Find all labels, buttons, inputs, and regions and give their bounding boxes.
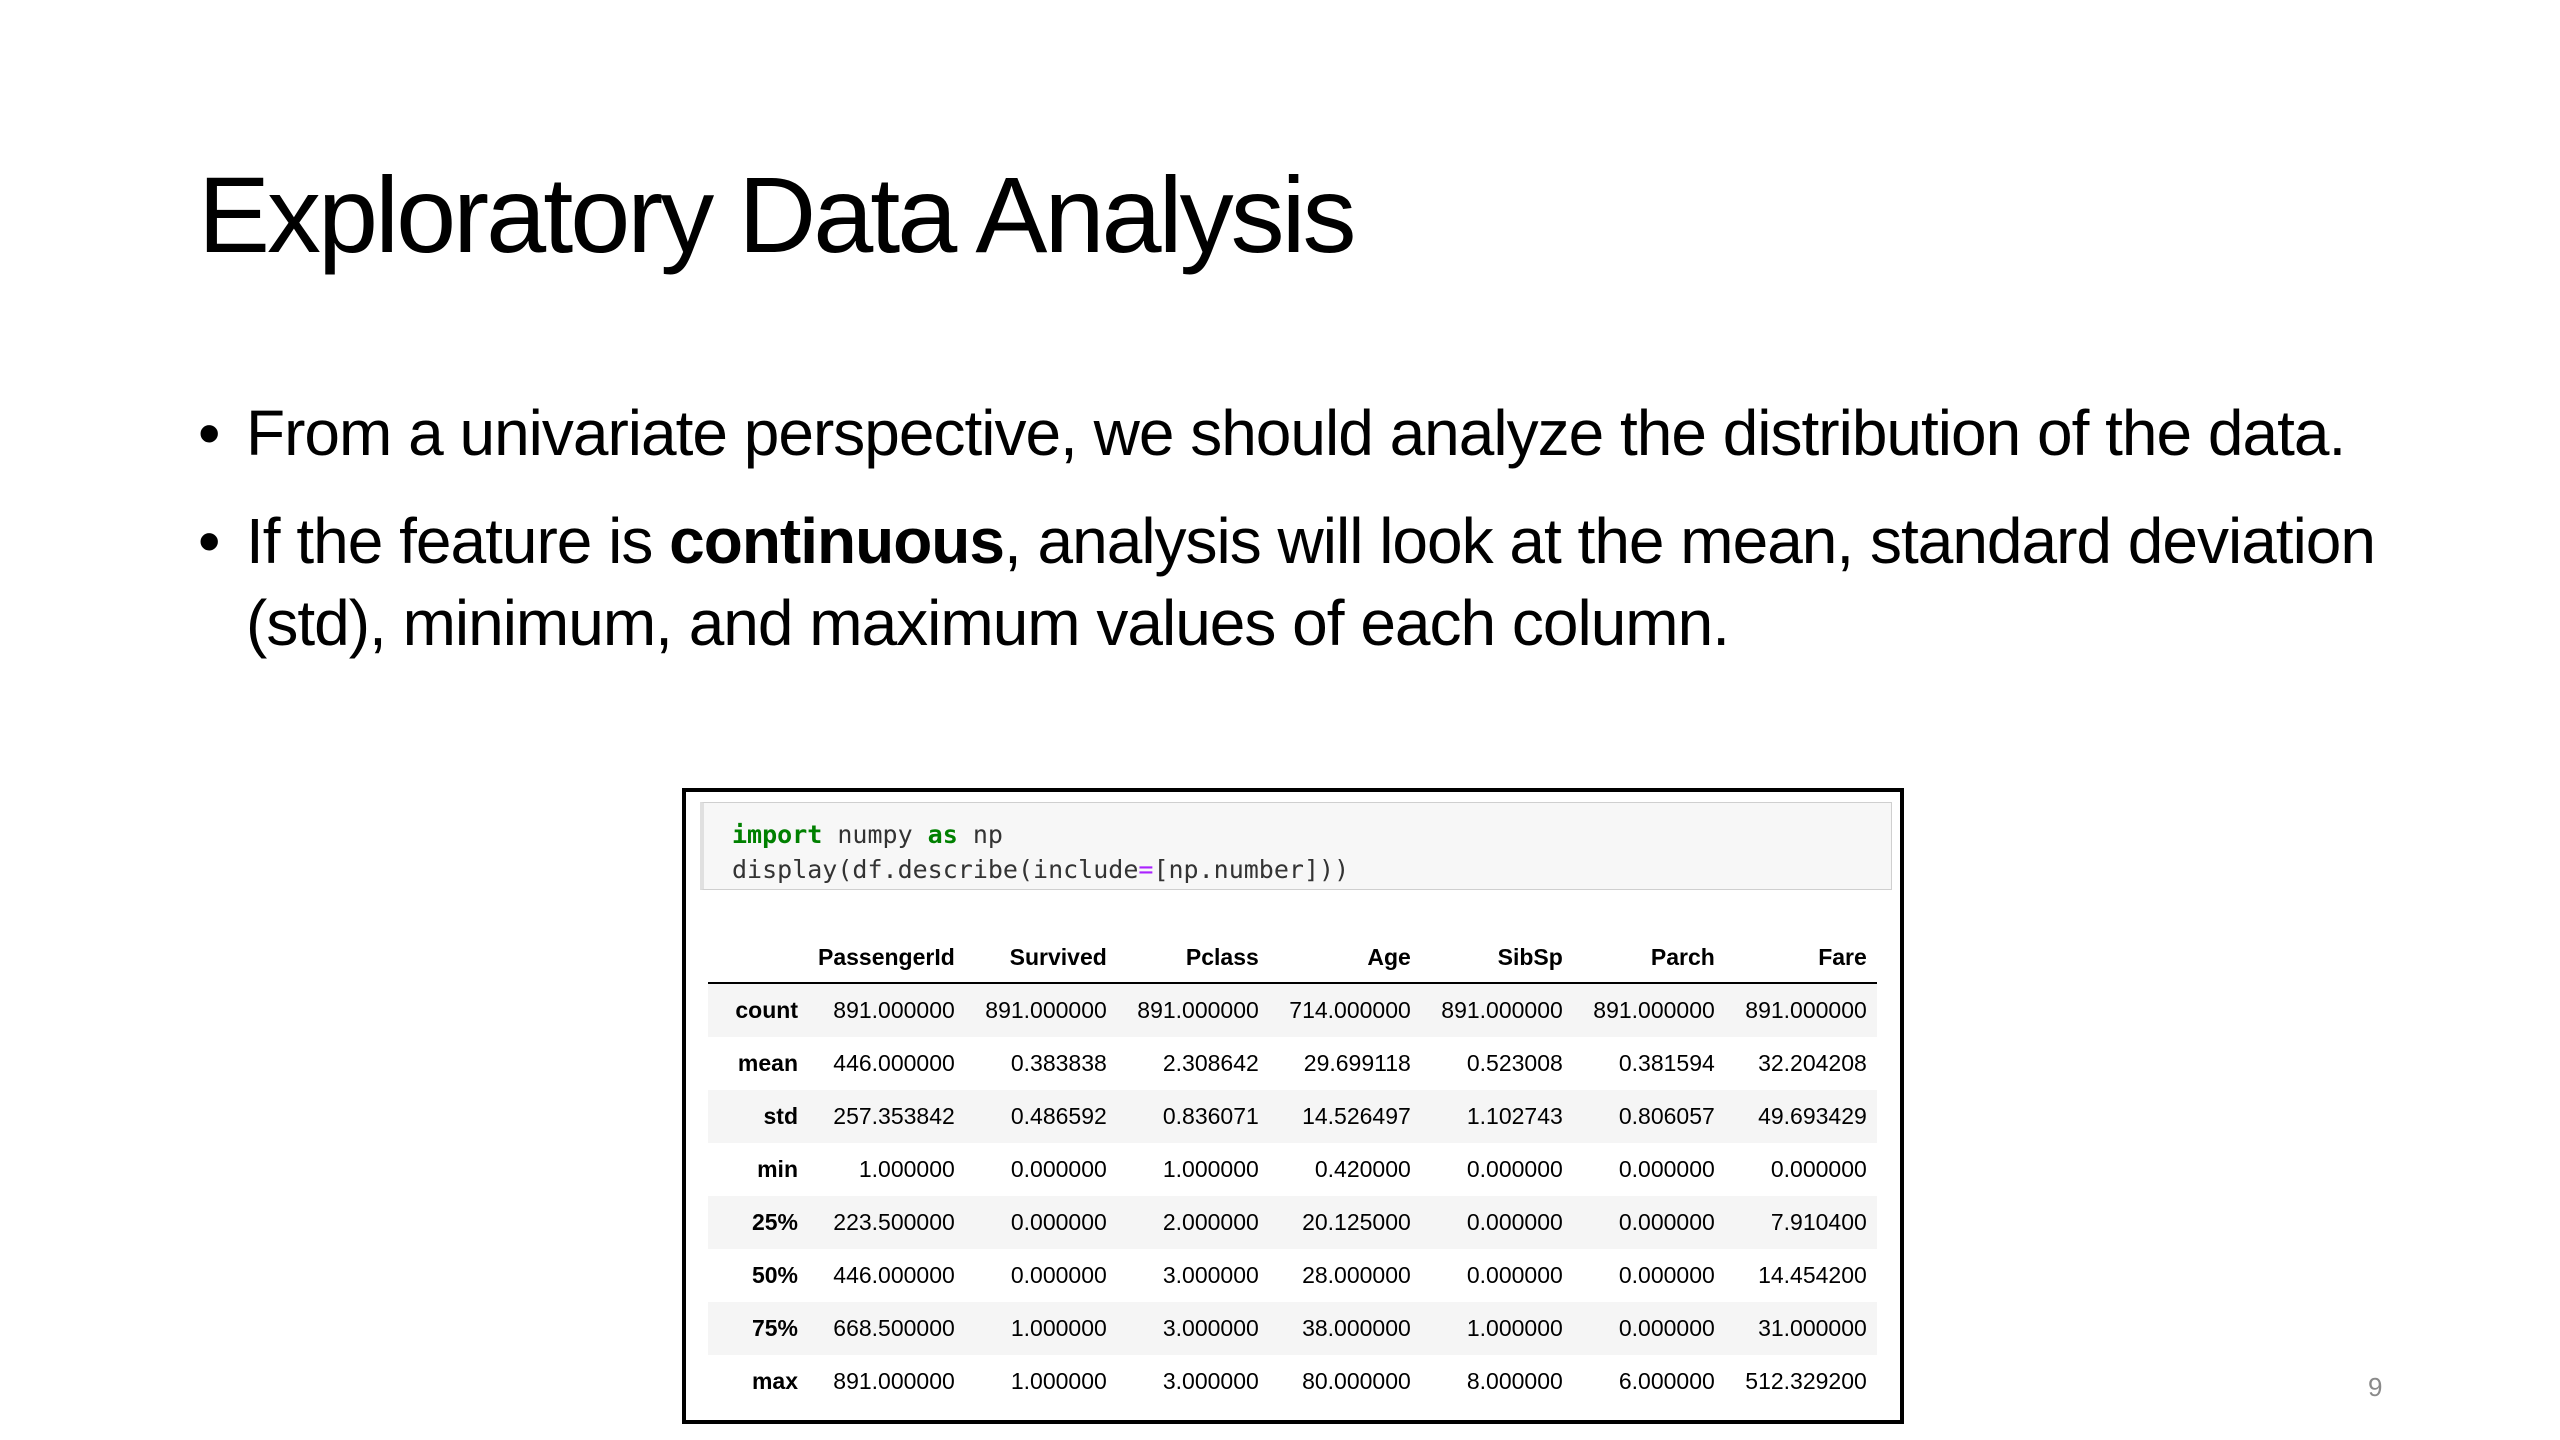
table-cell: 29.699118 [1303,1050,1411,1076]
bullet-item-2 [198,500,2398,664]
table-cell: 14.526497 [1302,1103,1411,1129]
table-cell: 891.000000 [833,997,955,1023]
table-cell: 2.000000 [1162,1209,1259,1235]
code-cell [700,802,1892,890]
table-cell: 49.693429 [1758,1103,1867,1129]
table-cell: 0.381594 [1618,1050,1715,1076]
table-cell: 0.000000 [1618,1315,1715,1341]
page-number: 9 [2368,1372,2383,1402]
row-label: 50% [751,1262,798,1288]
table-cell: 0.806057 [1618,1103,1715,1129]
slide-title: Exploratory Data Analysis [198,154,1354,275]
bullet-text-2-bold: continuous [669,505,1004,577]
bullet-list [198,392,2398,690]
bullet-item-1 [198,392,2398,474]
table-cell: 38.000000 [1302,1315,1411,1341]
table-cell: 257.353842 [833,1103,955,1129]
bullet-dot: • [198,397,220,469]
column-header: Parch [1573,932,1725,983]
row-label: 25% [751,1209,798,1235]
table-cell: 512.329200 [1745,1368,1867,1394]
column-header: PassengerId [808,932,965,983]
table-cell: 0.420000 [1314,1156,1411,1182]
describe-table [708,932,1877,1408]
table-row [708,1143,1877,1196]
column-header: Survived [965,932,1117,983]
row-label: 75% [751,1315,798,1341]
row-label: max [751,1368,798,1394]
table-cell: 1.000000 [1466,1315,1563,1341]
table-cell: 0.000000 [1010,1156,1107,1182]
table-row [708,1196,1877,1249]
table-cell: 28.000000 [1302,1262,1411,1288]
table-cell: 446.000000 [833,1050,955,1076]
table-cell: 0.000000 [1770,1156,1867,1182]
table-cell: 0.383838 [1010,1050,1107,1076]
table-cell: 0.000000 [1618,1209,1715,1235]
column-header: SibSp [1421,932,1573,983]
column-header: Age [1269,932,1421,983]
column-header: Pclass [1117,932,1269,983]
table-cell: 0.000000 [1466,1209,1563,1235]
column-header: Fare [1725,932,1877,983]
table-cell: 891.000000 [985,997,1107,1023]
table-cell: 1.000000 [1010,1315,1107,1341]
table-cell: 20.125000 [1302,1209,1411,1235]
table-cell: 3.000000 [1162,1315,1259,1341]
table-cell: 1.000000 [1010,1368,1107,1394]
table-cell: 891.000000 [1745,997,1867,1023]
table-cell: 0.486592 [1010,1103,1107,1129]
notebook-screenshot [682,788,1904,1424]
table-cell: 714.000000 [1289,997,1411,1023]
table-cell: 223.500000 [833,1209,955,1235]
table-cell: 14.454200 [1758,1262,1867,1288]
row-label: count [735,997,798,1023]
table-cell: 1.102743 [1466,1103,1563,1129]
table-cell: 0.000000 [1010,1262,1107,1288]
table-row [708,1302,1877,1355]
code-line-2: display(df.describe(include=[np.number])) [732,855,1350,884]
table-cell: 891.000000 [1137,997,1259,1023]
column-header [708,932,808,983]
row-label: std [763,1103,798,1129]
table-row [708,983,1877,1037]
table-row [708,1249,1877,1302]
table-cell: 0.000000 [1466,1156,1563,1182]
bullet-text-2-before: If the feature is [246,505,670,577]
table-cell: 1.000000 [858,1156,955,1182]
row-label: min [757,1156,798,1182]
table-row [708,1090,1877,1143]
bullet-text-1: From a univariate perspective, we should analyze the distribution of the data. [246,397,2346,469]
table-cell: 0.523008 [1466,1050,1563,1076]
table-cell: 2.308642 [1162,1050,1259,1076]
table-header-row [708,932,1877,983]
table-body [708,983,1877,1408]
table-cell: 1.000000 [1162,1156,1259,1182]
table-cell: 0.000000 [1010,1209,1107,1235]
table-cell: 446.000000 [833,1262,955,1288]
table-cell: 0.000000 [1466,1262,1563,1288]
table-cell: 31.000000 [1758,1315,1867,1341]
row-label: mean [737,1050,798,1076]
table-cell: 0.000000 [1618,1156,1715,1182]
table-cell: 3.000000 [1162,1368,1259,1394]
table-cell: 0.000000 [1618,1262,1715,1288]
table-cell: 3.000000 [1162,1262,1259,1288]
table-row [708,1037,1877,1090]
table-cell: 891.000000 [1441,997,1563,1023]
table-cell: 891.000000 [833,1368,955,1394]
table-cell: 891.000000 [1593,997,1715,1023]
table-row [708,1355,1877,1408]
code-line-1: import numpy as np [732,820,1003,849]
table-cell: 32.204208 [1758,1050,1867,1076]
table-cell: 668.500000 [833,1315,955,1341]
table-cell: 0.836071 [1162,1103,1259,1129]
bullet-dot: • [198,505,220,577]
table-cell: 7.910400 [1770,1209,1867,1235]
table-cell: 8.000000 [1466,1368,1563,1394]
table-cell: 6.000000 [1618,1368,1715,1394]
table-cell: 80.000000 [1302,1368,1411,1394]
bullet-text-2-after: , analysis will look at the mean, standard deviation (std), minimum, and maximum values of each column. [246,505,2375,659]
